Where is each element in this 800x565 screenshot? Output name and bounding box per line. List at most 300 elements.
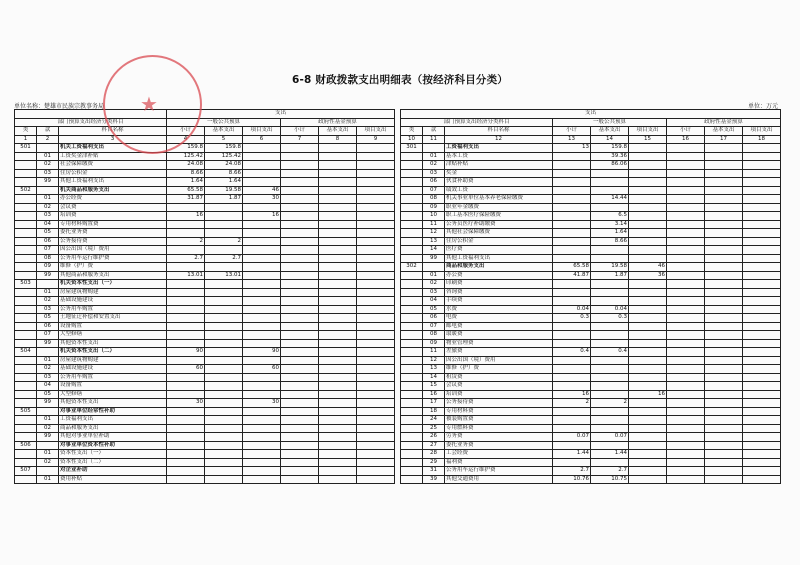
amount-cell	[591, 288, 629, 297]
amount-cell	[667, 203, 705, 212]
table-row	[401, 220, 781, 229]
unit-name-label: 单位名称：楚雄市民族宗教事务局	[14, 103, 105, 110]
table-row	[15, 220, 395, 229]
amount-cell	[281, 220, 319, 229]
amount-cell	[667, 348, 705, 357]
lei-code-cell	[15, 458, 37, 467]
amount-cell	[319, 297, 357, 306]
amount-cell	[705, 475, 743, 484]
amount-cell	[629, 331, 667, 340]
amount-cell	[591, 424, 629, 433]
amount-cell	[553, 246, 591, 255]
subject-name-cell: 资本性支出（二）	[59, 458, 167, 467]
amount-cell: 65.58	[553, 263, 591, 272]
lei-code-cell	[15, 390, 37, 399]
amount-cell	[205, 220, 243, 229]
amount-cell	[591, 407, 629, 416]
amount-cell: 0.4	[591, 348, 629, 357]
left-column-number: 9	[357, 135, 395, 144]
amount-cell	[167, 263, 205, 272]
amount-cell	[705, 220, 743, 229]
amount-cell	[629, 373, 667, 382]
amount-cell	[705, 365, 743, 374]
table-row	[15, 433, 395, 442]
amount-cell	[205, 212, 243, 221]
amount-cell	[629, 339, 667, 348]
amount-cell	[591, 280, 629, 289]
amount-cell	[319, 144, 357, 153]
lei-code-cell: 503	[15, 280, 37, 289]
amount-cell	[205, 390, 243, 399]
kuan-code-cell: 09	[423, 339, 445, 348]
subject-name-cell: 绩效工资	[445, 186, 553, 195]
amount-cell	[281, 161, 319, 170]
amount-cell	[743, 458, 781, 467]
right-column-number: 13	[553, 135, 591, 144]
kuan-code-cell: 12	[423, 356, 445, 365]
right-subject-header: 科目名称	[445, 127, 553, 136]
amount-cell	[243, 407, 281, 416]
kuan-code-cell: 07	[37, 246, 59, 255]
amount-cell	[167, 220, 205, 229]
amount-cell	[357, 348, 395, 357]
amount-cell	[667, 382, 705, 391]
subject-name-cell: 机关资本性支出（一）	[59, 280, 167, 289]
amount-cell	[167, 331, 205, 340]
table-row	[401, 399, 781, 408]
lei-code-cell	[401, 195, 423, 204]
amount-cell	[167, 280, 205, 289]
amount-cell	[357, 356, 395, 365]
amount-cell	[243, 246, 281, 255]
amount-cell: 2	[591, 399, 629, 408]
amount-cell	[243, 458, 281, 467]
amount-cell	[281, 288, 319, 297]
amount-cell: 16	[167, 212, 205, 221]
amount-cell	[167, 458, 205, 467]
amount-cell: 0.04	[591, 305, 629, 314]
amount-cell	[667, 433, 705, 442]
amount-cell	[705, 161, 743, 170]
table-row	[15, 280, 395, 289]
amount-cell: 30	[243, 399, 281, 408]
subject-name-cell: 工资福利支出	[59, 416, 167, 425]
amount-cell	[205, 305, 243, 314]
amount-cell	[357, 450, 395, 459]
right-column-number: 18	[743, 135, 781, 144]
kuan-code-cell: 01	[37, 475, 59, 484]
amount-cell	[319, 365, 357, 374]
amount-cell: 0.4	[553, 348, 591, 357]
subject-name-cell: 机关工资福利支出	[59, 144, 167, 153]
amount-cell	[281, 203, 319, 212]
table-row	[15, 450, 395, 459]
amount-cell	[319, 203, 357, 212]
subject-name-cell: 公务接待费	[445, 399, 553, 408]
lei-code-cell	[15, 450, 37, 459]
amount-cell	[357, 390, 395, 399]
amount-cell	[629, 280, 667, 289]
amount-cell	[357, 416, 395, 425]
table-row	[401, 288, 781, 297]
amount-cell	[281, 254, 319, 263]
kuan-code-cell: 06	[37, 237, 59, 246]
table-row	[15, 390, 395, 399]
amount-cell	[167, 305, 205, 314]
kuan-code-cell	[37, 441, 59, 450]
amount-cell	[743, 288, 781, 297]
right-subtotal-header: 小计	[553, 127, 591, 136]
amount-cell	[629, 237, 667, 246]
subject-name-cell: 对企业补助	[59, 467, 167, 476]
amount-cell	[705, 407, 743, 416]
amount-cell: 2	[167, 237, 205, 246]
amount-cell	[167, 450, 205, 459]
amount-cell	[319, 407, 357, 416]
subject-name-cell: 社会保障缴费	[59, 161, 167, 170]
kuan-code-cell: 02	[37, 161, 59, 170]
kuan-code-cell: 14	[423, 246, 445, 255]
amount-cell	[743, 348, 781, 357]
table-row	[401, 314, 781, 323]
kuan-code-cell: 16	[423, 390, 445, 399]
amount-cell	[357, 220, 395, 229]
table-row	[401, 152, 781, 161]
amount-cell	[319, 356, 357, 365]
amount-cell	[743, 365, 781, 374]
lei-code-cell	[15, 373, 37, 382]
amount-cell	[629, 382, 667, 391]
kuan-code-cell: 13	[423, 365, 445, 374]
amount-cell	[629, 314, 667, 323]
amount-cell	[743, 152, 781, 161]
kuan-code-cell: 02	[37, 458, 59, 467]
amount-cell	[705, 458, 743, 467]
amount-cell: 8.66	[167, 169, 205, 178]
amount-cell	[281, 475, 319, 484]
amount-cell	[357, 305, 395, 314]
table-row	[401, 246, 781, 255]
amount-cell	[357, 186, 395, 195]
amount-cell	[357, 339, 395, 348]
lei-code-cell	[15, 263, 37, 272]
lei-code-cell	[401, 365, 423, 374]
subject-name-cell: 差旅费	[445, 348, 553, 357]
table-row	[15, 365, 395, 374]
amount-cell	[743, 424, 781, 433]
amount-cell	[319, 467, 357, 476]
amount-cell	[705, 203, 743, 212]
amount-cell	[667, 339, 705, 348]
amount-cell	[705, 450, 743, 459]
amount-cell	[357, 212, 395, 221]
amount-cell	[167, 246, 205, 255]
amount-cell	[667, 220, 705, 229]
kuan-code-cell: 99	[37, 178, 59, 187]
lei-code-cell	[401, 178, 423, 187]
amount-cell	[319, 416, 357, 425]
table-row	[15, 152, 395, 161]
amount-cell	[705, 322, 743, 331]
table-row	[401, 203, 781, 212]
amount-cell	[357, 382, 395, 391]
amount-cell	[357, 178, 395, 187]
amount-cell	[357, 161, 395, 170]
amount-cell	[553, 161, 591, 170]
amount-cell	[667, 424, 705, 433]
kuan-code-cell: 01	[37, 195, 59, 204]
subject-name-cell: 公务用车运行维护费	[445, 467, 553, 476]
left-subtotal-header: 小计	[167, 127, 205, 136]
table-row	[15, 399, 395, 408]
right-column-number: 17	[705, 135, 743, 144]
lei-code-cell	[401, 373, 423, 382]
subject-name-cell: 委托业务费	[59, 229, 167, 238]
left-column-number: 8	[319, 135, 357, 144]
kuan-code-cell: 99	[37, 399, 59, 408]
amount-cell	[205, 382, 243, 391]
amount-cell	[205, 314, 243, 323]
table-row	[401, 178, 781, 187]
amount-cell	[281, 407, 319, 416]
amount-cell	[281, 416, 319, 425]
amount-cell	[205, 399, 243, 408]
kuan-code-cell: 01	[37, 288, 59, 297]
subject-name-cell: 大型修缮	[59, 331, 167, 340]
subject-name-cell: 基础设施建设	[59, 365, 167, 374]
amount-cell	[743, 322, 781, 331]
amount-cell	[357, 373, 395, 382]
kuan-code-cell: 07	[37, 331, 59, 340]
amount-cell	[357, 246, 395, 255]
lei-code-cell	[401, 458, 423, 467]
left-general-budget-header: 一般公共预算	[167, 118, 281, 127]
amount-cell	[281, 467, 319, 476]
subject-name-cell: 专用燃料费	[445, 424, 553, 433]
amount-cell	[167, 433, 205, 442]
subject-name-cell: 公务员医疗补助缴费	[445, 220, 553, 229]
amount-cell	[591, 339, 629, 348]
amount-cell	[281, 178, 319, 187]
amount-cell	[553, 441, 591, 450]
amount-cell: 46	[629, 263, 667, 272]
amount-cell	[743, 399, 781, 408]
lei-code-cell	[401, 399, 423, 408]
left-expenditure-header: 支出	[167, 110, 395, 119]
lei-code-cell	[15, 297, 37, 306]
table-row	[15, 314, 395, 323]
subject-name-cell: 维修（护）费	[445, 365, 553, 374]
amount-cell	[591, 458, 629, 467]
amount-cell	[205, 331, 243, 340]
table-row	[401, 467, 781, 476]
amount-cell	[743, 475, 781, 484]
subject-name-cell: 机关商品和服务支出	[59, 186, 167, 195]
kuan-code-cell: 09	[423, 203, 445, 212]
amount-cell	[205, 339, 243, 348]
amount-cell	[743, 305, 781, 314]
amount-cell	[629, 441, 667, 450]
amount-cell	[357, 399, 395, 408]
kuan-code-cell	[37, 467, 59, 476]
kuan-code-cell: 04	[37, 382, 59, 391]
amount-cell	[667, 331, 705, 340]
kuan-code-cell: 02	[423, 280, 445, 289]
kuan-code-cell: 25	[423, 424, 445, 433]
lei-code-cell	[401, 407, 423, 416]
table-row	[15, 339, 395, 348]
amount-cell	[553, 186, 591, 195]
amount-cell	[357, 254, 395, 263]
table-row	[15, 382, 395, 391]
amount-cell	[357, 407, 395, 416]
lei-code-cell	[401, 305, 423, 314]
amount-cell	[553, 356, 591, 365]
table-row	[401, 212, 781, 221]
amount-cell: 41.87	[553, 271, 591, 280]
table-row	[15, 416, 395, 425]
amount-cell	[743, 186, 781, 195]
left-fund-basic-header: 基本支出	[319, 127, 357, 136]
kuan-code-cell: 27	[423, 441, 445, 450]
amount-cell	[553, 169, 591, 178]
amount-cell	[243, 237, 281, 246]
table-row	[15, 254, 395, 263]
amount-cell: 2.7	[167, 254, 205, 263]
kuan-code-cell: 11	[423, 220, 445, 229]
amount-cell	[667, 356, 705, 365]
amount-cell: 13.01	[205, 271, 243, 280]
amount-cell	[319, 254, 357, 263]
lei-code-cell	[401, 169, 423, 178]
lei-code-cell	[15, 416, 37, 425]
amount-cell	[667, 467, 705, 476]
amount-cell	[667, 271, 705, 280]
amount-cell: 60	[243, 365, 281, 374]
amount-cell	[705, 178, 743, 187]
amount-cell	[243, 297, 281, 306]
subject-name-cell: 机关资本性支出（二）	[59, 348, 167, 357]
amount-cell: 0.3	[591, 314, 629, 323]
amount-cell	[167, 407, 205, 416]
right-project-header: 项目支出	[629, 127, 667, 136]
table-row	[401, 339, 781, 348]
amount-cell	[743, 161, 781, 170]
subject-name-cell: 商品和服务支出	[445, 263, 553, 272]
right-column-number: 11	[423, 135, 445, 144]
subject-name-cell: 工资福利支出	[445, 144, 553, 153]
table-row	[401, 348, 781, 357]
kuan-code-cell: 39	[423, 475, 445, 484]
lei-code-cell	[401, 280, 423, 289]
amount-cell	[705, 339, 743, 348]
amount-cell	[357, 144, 395, 153]
subject-name-cell: 津贴补贴	[445, 161, 553, 170]
lei-code-cell	[15, 152, 37, 161]
lei-code-cell: 301	[401, 144, 423, 153]
subject-name-cell: 其他资本性支出	[59, 339, 167, 348]
amount-cell	[357, 229, 395, 238]
table-row	[15, 169, 395, 178]
amount-cell: 46	[243, 186, 281, 195]
amount-cell	[667, 475, 705, 484]
amount-cell	[743, 271, 781, 280]
subject-name-cell: 工会经费	[445, 450, 553, 459]
lei-code-cell	[15, 195, 37, 204]
amount-cell	[667, 237, 705, 246]
amount-cell	[743, 467, 781, 476]
amount-cell	[705, 254, 743, 263]
subject-name-cell: 其他社会保障缴费	[445, 229, 553, 238]
amount-cell	[629, 458, 667, 467]
amount-cell: 30	[167, 399, 205, 408]
amount-cell	[705, 356, 743, 365]
amount-cell: 1.87	[205, 195, 243, 204]
amount-cell	[205, 441, 243, 450]
amount-cell	[743, 416, 781, 425]
amount-cell	[553, 458, 591, 467]
amount-cell: 1.64	[167, 178, 205, 187]
table-row	[15, 271, 395, 280]
table-row	[401, 263, 781, 272]
amount-cell	[243, 288, 281, 297]
amount-cell	[357, 322, 395, 331]
lei-code-cell	[401, 152, 423, 161]
table-row	[401, 356, 781, 365]
subject-name-cell: 办公费	[445, 271, 553, 280]
amount-cell	[243, 356, 281, 365]
kuan-code-cell: 26	[423, 433, 445, 442]
amount-cell	[205, 322, 243, 331]
kuan-code-cell: 01	[37, 152, 59, 161]
amount-cell	[629, 229, 667, 238]
amount-cell	[281, 305, 319, 314]
amount-cell	[205, 475, 243, 484]
amount-cell	[553, 152, 591, 161]
kuan-code-cell: 01	[423, 152, 445, 161]
amount-cell	[281, 339, 319, 348]
amount-cell	[319, 212, 357, 221]
lei-code-cell	[401, 246, 423, 255]
amount-cell	[243, 441, 281, 450]
left-gov-fund-header: 政府性基金预算	[281, 118, 395, 127]
amount-cell	[205, 246, 243, 255]
subject-name-cell: 会议费	[445, 382, 553, 391]
subject-name-cell: 大型修缮	[59, 390, 167, 399]
amount-cell	[357, 467, 395, 476]
amount-cell	[281, 433, 319, 442]
amount-cell	[357, 169, 395, 178]
amount-cell	[205, 467, 243, 476]
amount-cell: 14.44	[591, 195, 629, 204]
lei-code-cell	[15, 254, 37, 263]
amount-cell	[281, 390, 319, 399]
subject-name-cell: 专用材料购置费	[59, 220, 167, 229]
amount-cell	[319, 314, 357, 323]
amount-cell	[705, 399, 743, 408]
amount-cell	[281, 246, 319, 255]
table-row	[401, 297, 781, 306]
table-row	[15, 263, 395, 272]
lei-code-cell	[401, 348, 423, 357]
amount-cell	[629, 144, 667, 153]
kuan-code-cell: 03	[423, 288, 445, 297]
amount-cell: 159.8	[167, 144, 205, 153]
amount-cell	[243, 322, 281, 331]
table-row	[401, 254, 781, 263]
amount-cell	[629, 305, 667, 314]
kuan-code-cell: 05	[423, 305, 445, 314]
